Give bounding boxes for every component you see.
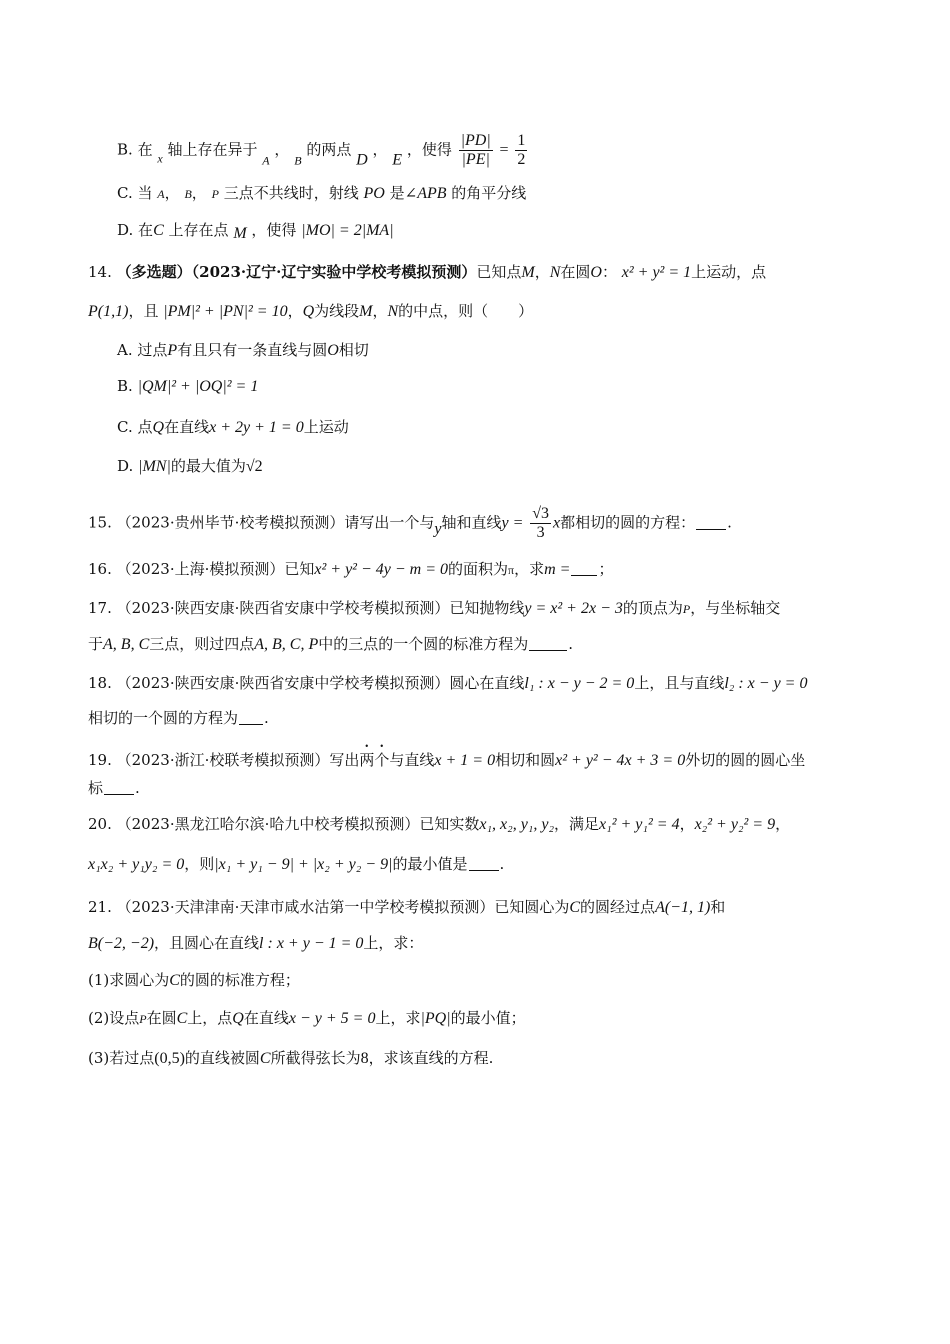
q14-stem-line1 <box>88 261 890 284</box>
text: 于 <box>88 635 104 653</box>
math-var: P <box>211 187 219 201</box>
text: 写出 <box>329 751 360 769</box>
text: 在直线 <box>243 1009 289 1027</box>
math-expression: |x₁ + y₁ − 9| + |x₂ + y₂ − 9| <box>214 856 393 873</box>
text: 标 <box>88 779 104 797</box>
fraction-numerator: |PD| <box>460 132 491 149</box>
text: . <box>135 779 140 797</box>
answer-blank[interactable] <box>529 636 567 651</box>
text: ，满足 <box>554 815 600 833</box>
math-var: C <box>569 899 581 916</box>
text: ，求 <box>514 560 545 578</box>
q19-stem-line2 <box>88 777 890 799</box>
math-var: M <box>233 225 247 242</box>
math-var: π <box>508 563 515 577</box>
text: 有且只有一条直线与圆 <box>177 341 328 359</box>
math-var: P <box>167 342 178 359</box>
text: ： <box>601 263 617 281</box>
math-var: M <box>521 264 535 281</box>
math-var: N <box>549 264 561 281</box>
math-expression: x² + y² = 1 <box>621 264 692 281</box>
math-eq: = <box>499 141 509 159</box>
question-source: （2023·天津津南·天津市咸水沽第一中学校考模拟预测） <box>116 898 495 916</box>
math-var: A <box>262 153 270 168</box>
math-expression: x + 1 = 0 <box>434 752 496 769</box>
math-expression: A, B, C <box>103 636 150 653</box>
math-expression: |PQ| <box>420 1010 451 1027</box>
text: ， <box>679 815 695 833</box>
math-expression: y = x² + 2x − 3 <box>524 600 623 617</box>
text: ， <box>191 184 207 202</box>
answer-blank[interactable] <box>469 856 499 871</box>
q20-stem-line1 <box>88 813 890 836</box>
question-source: （2023·陕西安康·陕西省安康中学校考模拟预测） <box>116 674 450 692</box>
text: 为线段 <box>314 302 360 320</box>
math-expression: P(1,1) <box>88 303 129 320</box>
math-expression: A, B, C, P <box>254 636 319 653</box>
answer-blank[interactable] <box>571 561 597 576</box>
math-var: D <box>356 151 368 169</box>
q13-option-b <box>117 132 890 172</box>
math-var: P <box>139 1012 147 1026</box>
text: ， <box>534 263 550 281</box>
math-var: Q <box>152 419 165 436</box>
answer-blank[interactable] <box>696 515 726 530</box>
math-expression: |QM|² + |OQ|² = 1 <box>137 378 259 395</box>
q21-stem-line1 <box>88 896 890 919</box>
value-fraction <box>515 132 527 169</box>
text: 的面积为 <box>448 560 509 578</box>
text: 已知实数 <box>419 815 480 833</box>
question-number: 14. <box>88 263 112 281</box>
text: 的直线被圆 <box>184 1049 260 1067</box>
question-number: 21. <box>88 898 112 916</box>
text: 已知圆心为 <box>494 898 570 916</box>
q13-option-c <box>117 182 890 205</box>
q16-stem <box>88 558 890 581</box>
text: ， <box>775 815 791 833</box>
text: ， <box>372 140 388 159</box>
text: 在直线 <box>164 418 210 436</box>
question-source: （2023·贵州毕节·校考模拟预测） <box>116 513 345 532</box>
text: 的角平分线 <box>451 184 527 202</box>
q18-stem-line1 <box>88 672 890 695</box>
text: 上，求 <box>375 1009 421 1027</box>
q21-part2 <box>88 1007 890 1030</box>
text: 三点，则过四点 <box>149 635 255 653</box>
fraction-denominator: 3 <box>536 524 545 541</box>
text: 的最小值； <box>450 1009 526 1027</box>
math-expression: B(−2, −2) <box>88 935 155 952</box>
text: 请写出一个与 <box>344 513 435 532</box>
option-label: C. <box>117 184 133 202</box>
q19-stem-line1 <box>88 742 890 772</box>
math-expression: x − y + 5 = 0 <box>288 1010 376 1027</box>
text: 中的三点的一个圆的标准方程为 <box>318 635 529 653</box>
text: . <box>727 513 732 532</box>
text: 相切的一个圆的方程为 <box>88 709 239 727</box>
math-expression: x₁x₂ + y₁y₂ = 0 <box>88 856 185 873</box>
text: 的中点，则（ ） <box>398 302 534 320</box>
text: 轴和直线 <box>441 513 502 532</box>
fraction-numerator: √3 <box>532 505 549 522</box>
text: (3)若过点 <box>88 1049 155 1067</box>
math-expression: √2 <box>245 458 263 475</box>
text: 在圆 <box>560 263 591 281</box>
text: ，求该直线的方程. <box>368 1049 494 1067</box>
math-expression: |MN| <box>138 458 171 475</box>
math-var: M <box>359 303 373 320</box>
question-number: 16. <box>88 560 112 578</box>
text: ， <box>287 302 303 320</box>
ratio-fraction <box>459 132 493 169</box>
emphasized-text: 两个 <box>359 751 390 769</box>
text: 上，求： <box>363 934 424 952</box>
math-expression: x² + y² − 4x + 3 = 0 <box>555 752 686 769</box>
q14-option-c <box>117 416 890 439</box>
math-var: E <box>392 151 403 169</box>
text: ，则 <box>184 855 215 873</box>
q21-stem-line2 <box>88 932 890 955</box>
text: 都相切的圆的方程： <box>560 513 696 532</box>
text: 三点不共线时，射线 <box>223 184 359 202</box>
q14-option-d <box>117 455 890 478</box>
text: 已知点 <box>476 263 522 281</box>
text: 过点 <box>137 341 168 359</box>
math-expression: l : x + y − 1 = 0 <box>259 935 364 952</box>
math-var: B <box>184 187 192 201</box>
text: 上存在点 <box>168 221 229 239</box>
text: 点 <box>137 418 153 436</box>
math-var: Q <box>232 1010 244 1027</box>
text: ，使得 <box>406 140 452 159</box>
q18-stem-line2 <box>88 707 890 729</box>
text: 在 <box>137 140 153 159</box>
option-label: C. <box>117 418 133 436</box>
math-var: C <box>153 222 164 239</box>
text: ， <box>164 184 180 202</box>
math-var: PO <box>363 185 385 202</box>
q15-stem <box>88 505 890 544</box>
math-var: O <box>590 264 602 281</box>
text: 已知 <box>284 560 315 578</box>
text: 上运动 <box>303 418 349 436</box>
text: 当 <box>137 184 153 202</box>
math-expression: y = <box>501 514 524 532</box>
text: 在 <box>138 221 154 239</box>
q17-stem-line2 <box>88 633 890 656</box>
question-number: 15. <box>88 513 112 532</box>
math-expression: x₁, x₂, y₁, y₂ <box>479 816 555 833</box>
option-label: A. <box>117 341 133 359</box>
text: 的最大值为 <box>170 457 246 475</box>
q21-part1 <box>88 969 890 992</box>
text: 的两点 <box>306 140 352 159</box>
answer-blank[interactable] <box>239 710 263 725</box>
math-expression: l₁ : x − y − 2 = 0 <box>524 675 635 692</box>
question-number: 20. <box>88 815 112 833</box>
math-var: APB <box>417 185 447 202</box>
math-var: Q <box>302 303 315 320</box>
text: 圆心在直线 <box>449 674 525 692</box>
text: 的圆经过点 <box>580 898 656 916</box>
math-expression: x + 2y + 1 = 0 <box>209 419 304 436</box>
text: ，且圆心在直线 <box>154 934 260 952</box>
q21-part3 <box>88 1047 890 1070</box>
math-var: y <box>434 520 442 538</box>
q13-option-d <box>117 219 890 245</box>
q14-option-b <box>117 375 890 398</box>
math-var: C <box>176 1010 188 1027</box>
math-var: x <box>552 514 561 532</box>
text: 是∠ <box>389 184 418 202</box>
math-expression: x² + y² − 4y − m = 0 <box>314 561 449 578</box>
text: . <box>499 855 505 873</box>
text: ，且 <box>128 302 159 320</box>
text: 在圆 <box>146 1009 177 1027</box>
question-source: （2023·浙江·校联考模拟预测） <box>116 751 330 769</box>
text: ， <box>372 302 388 320</box>
text: 的顶点为 <box>622 599 683 617</box>
question-source: （2023·陕西安康·陕西省安康中学校考模拟预测） <box>116 599 450 617</box>
math-number: 8 <box>360 1050 369 1067</box>
text: . <box>264 709 269 727</box>
math-expression: |MO| = 2|MA| <box>301 222 394 239</box>
fraction-denominator: |PE| <box>461 151 490 168</box>
question-number: 18. <box>88 674 112 692</box>
text: 上，点 <box>187 1009 233 1027</box>
text: 的圆的标准方程； <box>179 971 300 989</box>
math-var: x <box>157 151 163 166</box>
q14-stem-line2 <box>88 300 890 323</box>
math-expression: A(−1, 1) <box>655 899 711 916</box>
text: 上运动，点 <box>691 263 767 281</box>
text: ，与坐标轴交 <box>690 599 781 617</box>
math-expression: m = <box>544 561 571 578</box>
math-expression: l₂ : x − y = 0 <box>724 675 808 692</box>
math-var: O <box>327 342 339 359</box>
text: 上，且与直线 <box>634 674 725 692</box>
math-var: A <box>157 187 165 201</box>
math-expression: x₂² + y₂² = 9 <box>694 816 776 833</box>
math-expression: x₁² + y₁² = 4 <box>599 816 680 833</box>
text: 和 <box>710 898 726 916</box>
text: (2)设点 <box>88 1009 140 1027</box>
text: ，使得 <box>251 221 297 239</box>
question-number: 17. <box>88 599 112 617</box>
option-label: B. <box>117 140 133 159</box>
option-label: D. <box>117 457 134 475</box>
math-expression: |PM|² + |PN|² = 10 <box>163 303 288 320</box>
question-source: （多选题）（2023·辽宁·辽宁实验中学校考模拟预测） <box>116 263 477 281</box>
math-var: C <box>169 972 180 989</box>
q20-stem-line2 <box>88 853 890 876</box>
option-label: B. <box>117 377 133 395</box>
question-number: 19. <box>88 751 112 769</box>
math-var: B <box>294 153 302 168</box>
text: ； <box>598 560 614 578</box>
text: 的最小值是 <box>392 855 468 873</box>
fraction-numerator: 1 <box>517 132 526 149</box>
math-expression: (0,5) <box>154 1050 185 1067</box>
math-var: C <box>259 1050 271 1067</box>
sqrt3-over-3-fraction <box>530 505 551 542</box>
text: 已知抛物线 <box>449 599 525 617</box>
fraction-denominator: 2 <box>517 151 526 168</box>
text: 轴上存在异于 <box>167 140 258 159</box>
q17-stem-line1 <box>88 597 890 620</box>
text: ， <box>274 140 290 159</box>
text: 所截得弦长为 <box>270 1049 361 1067</box>
math-var: N <box>387 303 399 320</box>
question-source: （2023·上海·模拟预测） <box>116 560 285 578</box>
option-label: D. <box>117 221 134 239</box>
answer-blank[interactable] <box>104 780 134 795</box>
text: 与直线 <box>389 751 435 769</box>
text: (1)求圆心为 <box>88 971 170 989</box>
text: . <box>568 635 574 653</box>
question-source: （2023·黑龙江哈尔滨·哈九中校考模拟预测） <box>116 815 420 833</box>
q14-option-a <box>117 339 890 362</box>
text: 相切 <box>338 341 369 359</box>
text: 相切和圆 <box>495 751 556 769</box>
math-var: P <box>682 602 691 616</box>
text: 外切的圆的圆心坐 <box>685 751 806 769</box>
